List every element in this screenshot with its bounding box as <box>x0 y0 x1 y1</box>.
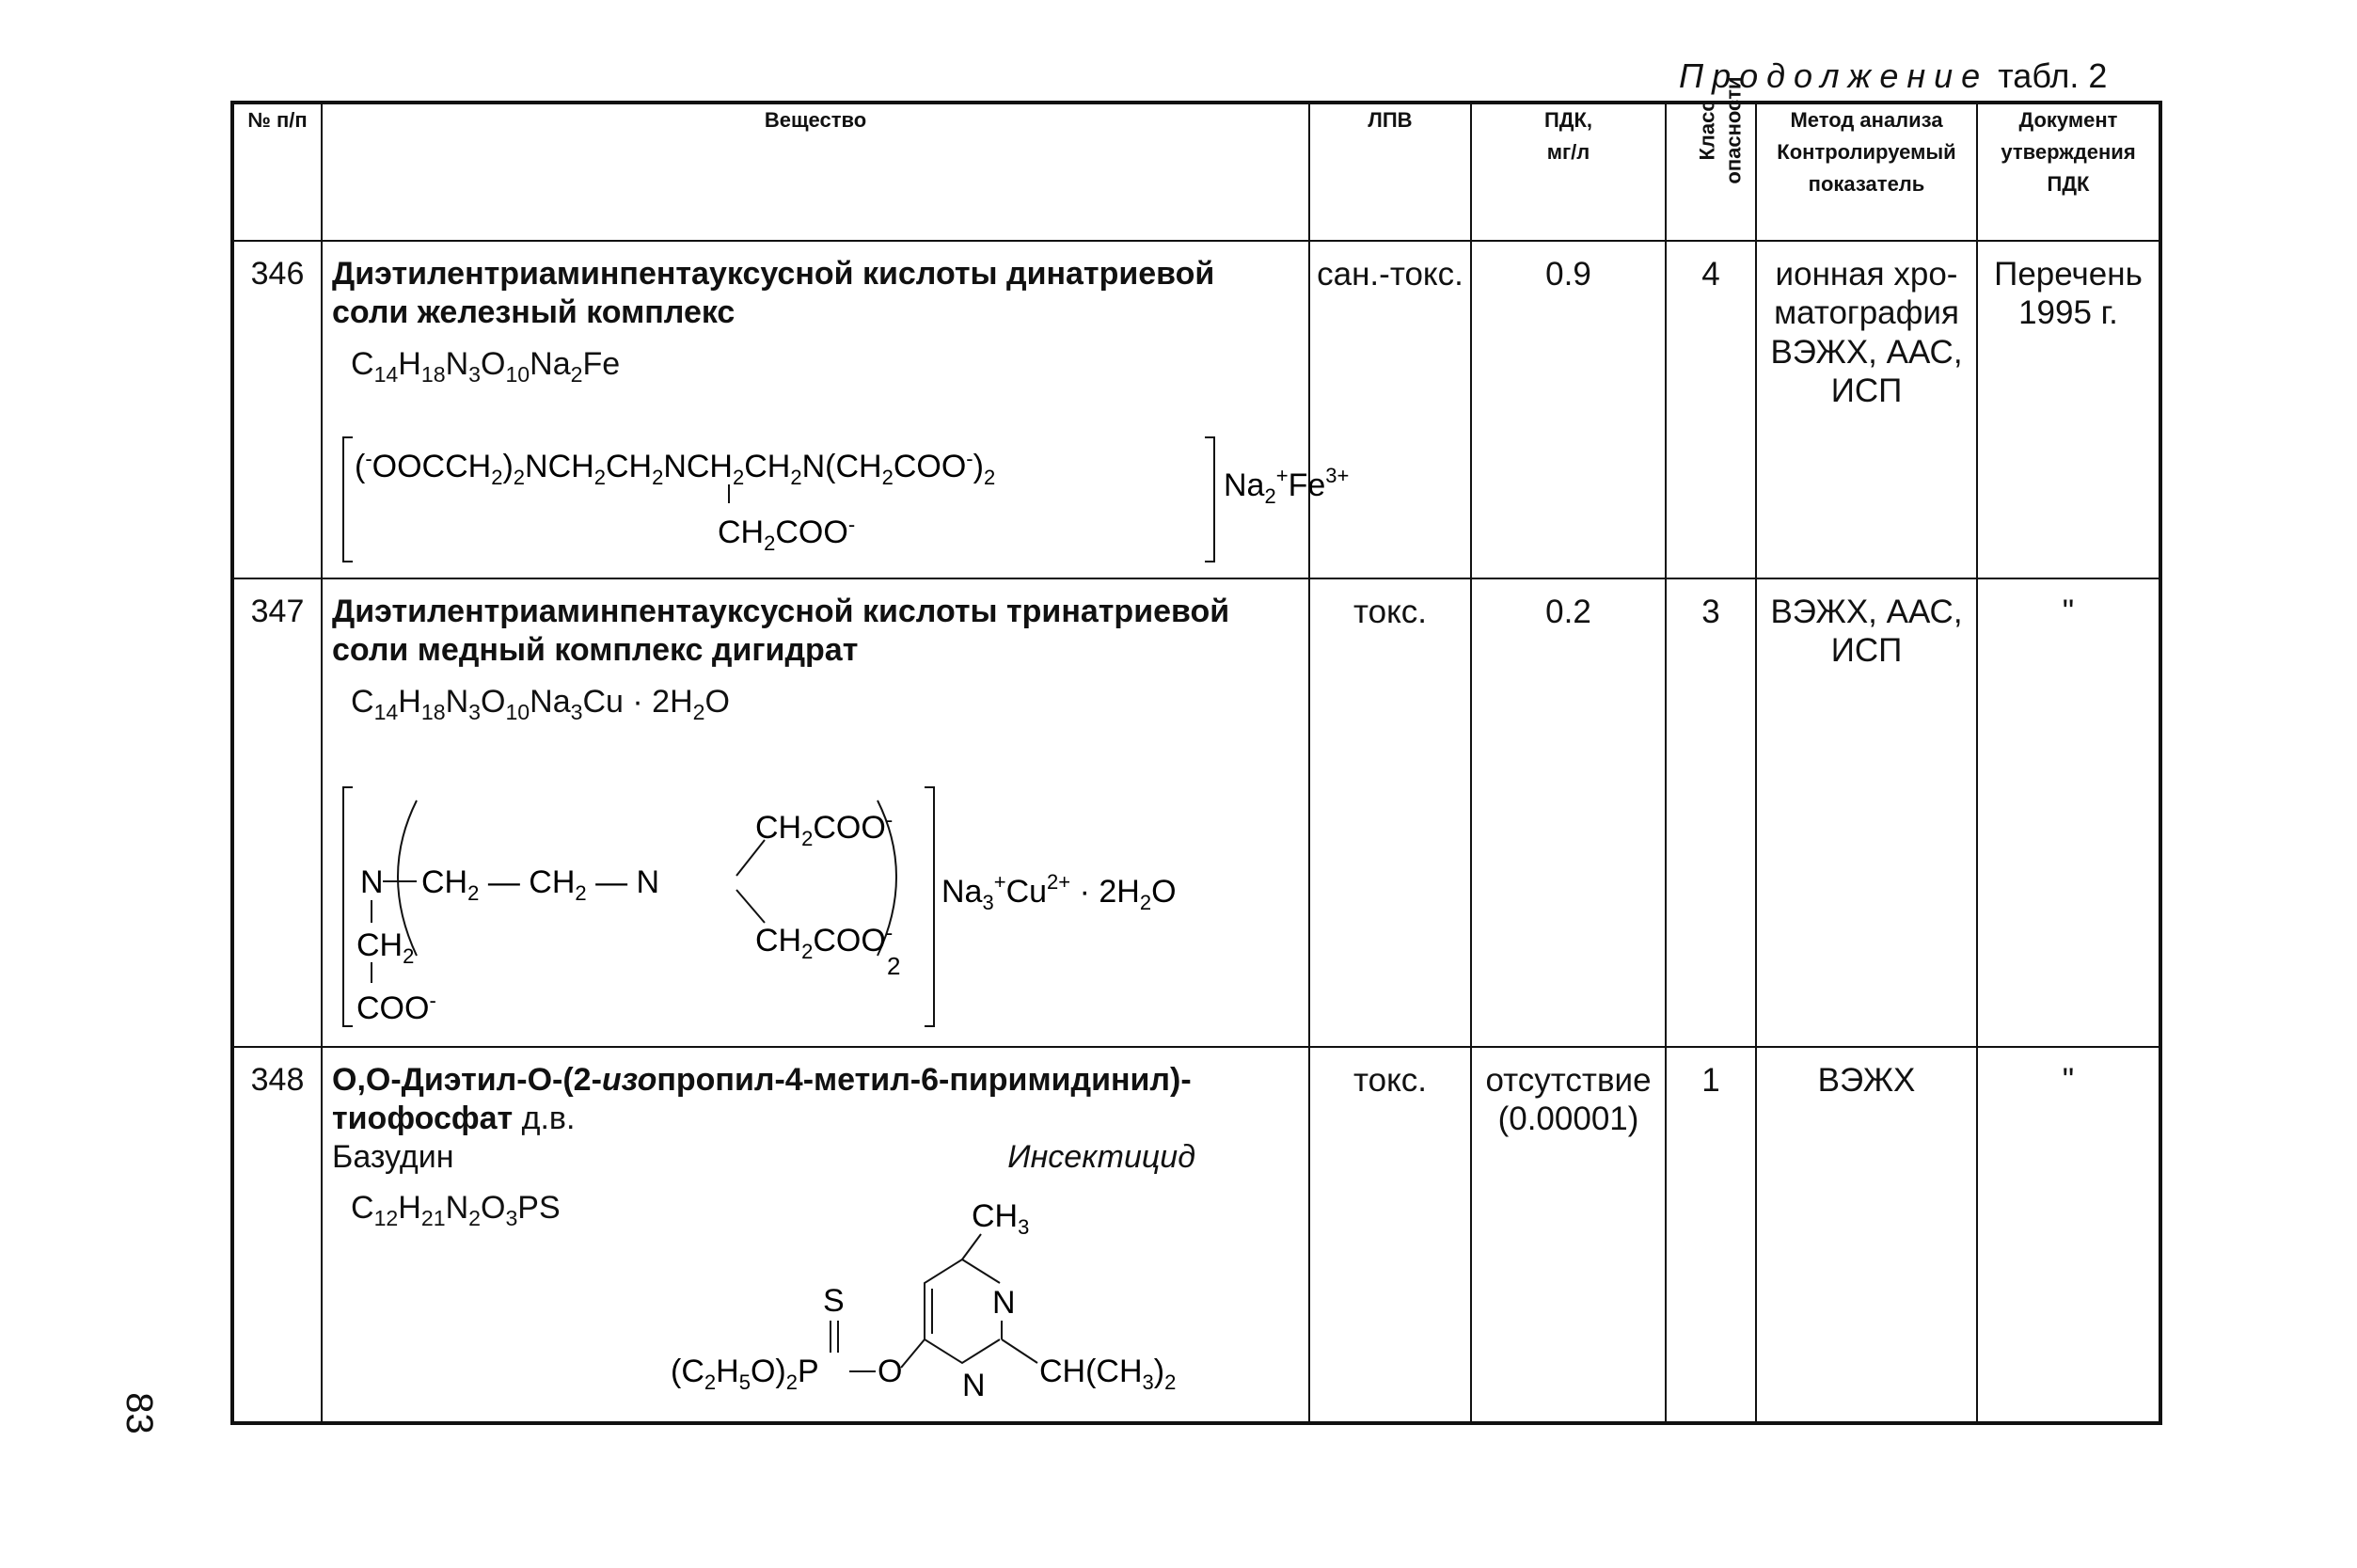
row-number: 348 <box>232 1047 322 1423</box>
struct-main-chain: $(^-OOCCH_2)_2NCH_2CH_2NCH_2CH_2N(CH_2COO^-)_2$ <box>355 447 996 489</box>
document-cell: " <box>1977 578 2160 1047</box>
bond-line <box>962 1234 981 1259</box>
struct-left-ch2: $CH_2$ <box>356 927 415 968</box>
struct-upper-arm: $CH_2COO^-$ <box>755 808 894 850</box>
right-bracket <box>925 787 934 1026</box>
substance-cell <box>322 1047 1309 1423</box>
trade-name-text: Базудин <box>332 1138 454 1175</box>
bond-line <box>1002 1339 1037 1363</box>
struct-n-lower: N <box>962 1368 986 1403</box>
left-bracket <box>343 787 353 1026</box>
structural-formula <box>323 430 1350 571</box>
struct-isopropyl: $CH(CH_3)_2$ <box>1039 1354 1177 1394</box>
molecular-formula: $C_{14}H_{18}N_3O_{10}Na_3Cu \cdot 2H_2O$ <box>351 683 730 724</box>
molecular-formula: $C_{14}H_{18}N_3O_{10}Na_2Fe$ <box>351 345 621 387</box>
struct-lower-arm: $CH_2COO^-$ <box>755 921 894 963</box>
molecular-formula: $C_{12}H_{21}N_2O_3PS$ <box>351 1189 561 1230</box>
structural-formula <box>323 1180 1301 1424</box>
continuation-word: Продолжение <box>1679 56 1989 95</box>
struct-cation: $Na_3^+Cu^{2+} \cdot 2H_2O$ <box>941 870 1177 914</box>
struct-phosphate: $(C_2H_5O)_2P$ <box>671 1354 819 1394</box>
col-header-doc: Документ утверждения ПДК <box>1977 103 2160 241</box>
lpv-cell: сан.-токс. <box>1309 241 1471 578</box>
struct-sulfur: S <box>823 1283 845 1319</box>
substance-name: Диэтилентриаминпентауксусной кислоты динатриевой соли железный комплекс <box>332 256 1215 330</box>
document-cell: " <box>1977 1047 2160 1423</box>
struct-methyl: $CH_3$ <box>972 1198 1030 1239</box>
row-number: 346 <box>232 241 322 578</box>
right-bracket <box>1205 437 1214 562</box>
table-reference: табл. 2 <box>1998 56 2108 95</box>
page-number: 83 <box>118 1392 160 1434</box>
pdk-cell: 0.2 <box>1471 578 1666 1047</box>
substance-cell <box>322 241 1350 578</box>
table-row <box>232 578 2160 1047</box>
substance-category: Инсектицид <box>1007 1138 1195 1175</box>
struct-n-upper: N <box>992 1285 1016 1321</box>
trade-name <box>332 1138 1299 1176</box>
hazard-class-cell: 3 <box>1666 578 1756 1047</box>
bond-line <box>901 1339 925 1368</box>
method-cell: ВЭЖХ, ААС, ИСП <box>1756 578 1977 1047</box>
table-header-row <box>232 103 2160 241</box>
hazard-class-cell: 1 <box>1666 1047 1756 1423</box>
method-cell: ВЭЖХ <box>1756 1047 1977 1423</box>
bond-line <box>736 890 765 923</box>
col-header-substance: Вещество <box>322 103 1309 241</box>
struct-n-left: N <box>360 864 384 900</box>
pdk-cell: 0.9 <box>1471 241 1666 578</box>
col-header-lpv: ЛПВ <box>1309 103 1471 241</box>
left-bracket <box>343 437 353 562</box>
struct-ester-o: O <box>878 1354 903 1389</box>
substance-name: О,О-Диэтил-О-(2-изопропил-4-метил-6-пиримидинил)- тиофосфат д.в. <box>332 1062 1192 1136</box>
hazard-class-cell: 4 <box>1666 241 1756 578</box>
col-header-hazard: Класс опасности <box>1666 103 1756 241</box>
struct-left-coo: COO- <box>356 989 436 1026</box>
document-cell: Перечень 1995 г. <box>1977 241 2160 578</box>
table-row <box>232 1047 2160 1423</box>
struct-cation: $Na_2^+Fe^{3+}$ <box>1224 464 1350 508</box>
col-header-method: Метод анализа Контролируемый показатель <box>1756 103 1977 241</box>
pyrimidine-ring <box>925 1259 1000 1363</box>
struct-paren-subscript: 2 <box>887 952 901 980</box>
substance-name: Диэтилентриаминпентауксусной кислоты тринатриевой соли медный комплекс дигидрат <box>332 594 1230 668</box>
struct-chain: $CH_2$ — $CH_2$ — N <box>421 864 660 905</box>
col-header-num: № п/п <box>232 103 322 241</box>
row-number: 347 <box>232 578 322 1047</box>
pdk-cell: отсутствие (0.00001) <box>1471 1047 1666 1423</box>
lpv-cell: токс. <box>1309 578 1471 1047</box>
col-header-pdk: ПДК, мг/л <box>1471 103 1666 241</box>
lpv-cell: токс. <box>1309 1047 1471 1423</box>
struct-branch: $CH_2COO^-$ <box>718 513 856 555</box>
structural-formula <box>323 782 1301 1036</box>
method-cell: ионная хро-матография ВЭЖХ, ААС, ИСП <box>1756 241 1977 578</box>
substance-cell <box>322 578 1309 1047</box>
substances-table <box>230 76 2162 1425</box>
table-row <box>232 241 2160 578</box>
